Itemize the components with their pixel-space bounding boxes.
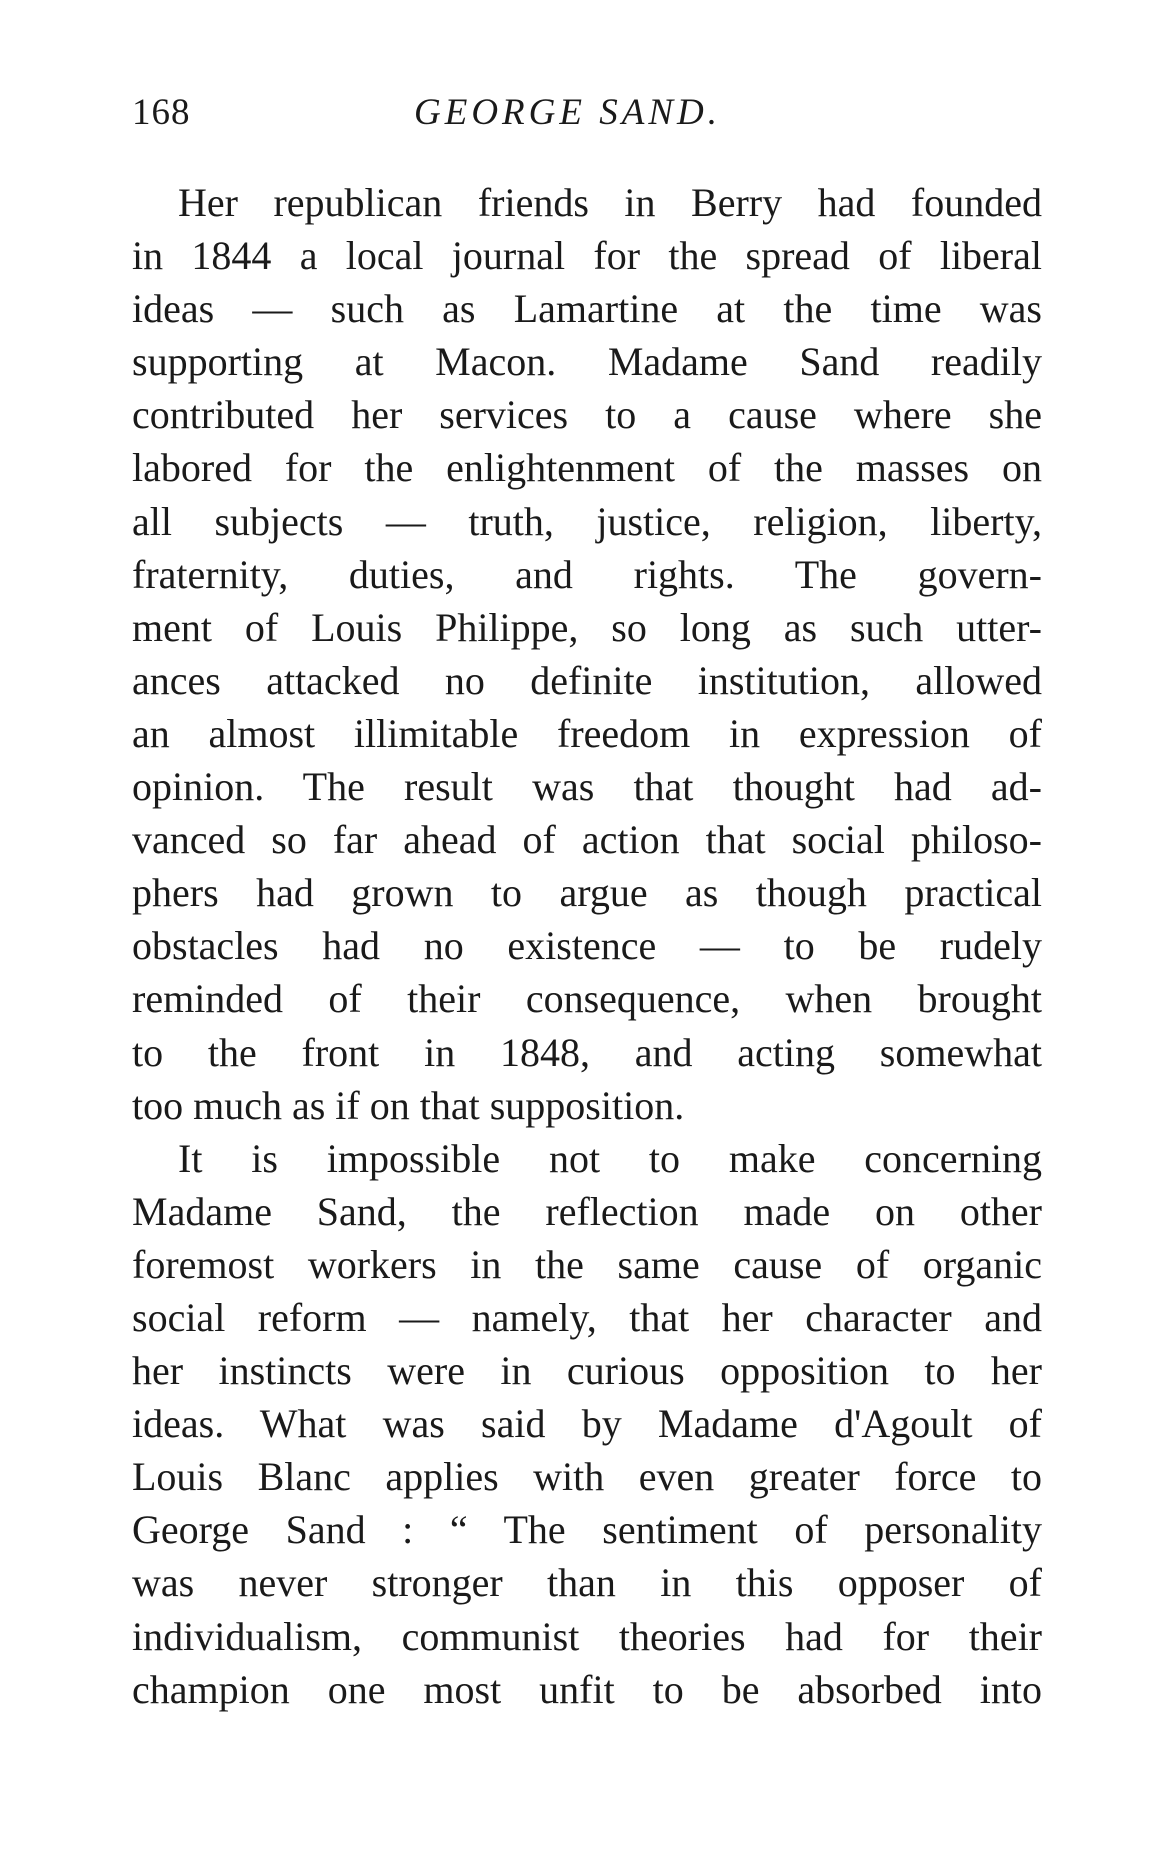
text-line: individualism, communist theories had for their	[132, 1613, 1042, 1659]
body-text	[132, 176, 1042, 1716]
text-line: reminded of their consequence, when brought	[132, 976, 1042, 1022]
text-line: champion one most unfit to be absorbed into	[132, 1666, 1042, 1712]
text-line: ideas. What was said by Madame d'Agoult of	[132, 1401, 1042, 1447]
text-line: George Sand : “ The sentiment of personality	[132, 1507, 1042, 1553]
text-line: ment of Louis Philippe, so long as such utter-	[132, 604, 1042, 650]
text-line: contributed her services to a cause where she	[132, 392, 1042, 438]
text-line: Louis Blanc applies with even greater force to	[132, 1454, 1042, 1500]
text-line: foremost workers in the same cause of organic	[132, 1241, 1042, 1287]
text-line: It is impossible not to make concerning	[178, 1135, 1042, 1181]
text-line: her instincts were in curious opposition to her	[132, 1348, 1042, 1394]
text-line: opinion. The result was that thought had ad-	[132, 764, 1042, 810]
text-line: too much as if on that supposition.	[132, 1082, 685, 1128]
page-header	[132, 88, 1042, 138]
text-line: Madame Sand, the reflection made on other	[132, 1188, 1042, 1234]
text-line: social reform — namely, that her character and	[132, 1294, 1042, 1340]
page-number: 168	[132, 92, 191, 133]
text-line: all subjects — truth, justice, religion, liberty,	[132, 498, 1042, 544]
text-line: fraternity, duties, and rights. The govern-	[132, 551, 1042, 597]
text-line: in 1844 a local journal for the spread of liberal	[132, 233, 1042, 279]
text-line: an almost illimitable freedom in expression of	[132, 710, 1042, 756]
text-line: phers had grown to argue as though practical	[132, 870, 1042, 916]
text-line: Her republican friends in Berry had founded	[178, 180, 1042, 225]
running-head: GEORGE SAND.	[414, 92, 721, 133]
text-line: to the front in 1848, and acting somewhat	[132, 1029, 1042, 1075]
text-line: obstacles had no existence — to be rudely	[132, 923, 1042, 969]
text-line: ideas — such as Lamartine at the time was	[132, 286, 1042, 332]
text-line: vanced so far ahead of action that social philoso-	[132, 817, 1042, 863]
text-line: ances attacked no definite institution, allowed	[132, 657, 1042, 703]
text-line: was never stronger than in this opposer of	[132, 1560, 1042, 1606]
text-line: supporting at Macon. Madame Sand readily	[132, 339, 1042, 385]
text-line: labored for the enlightenment of the masses on	[132, 445, 1042, 491]
